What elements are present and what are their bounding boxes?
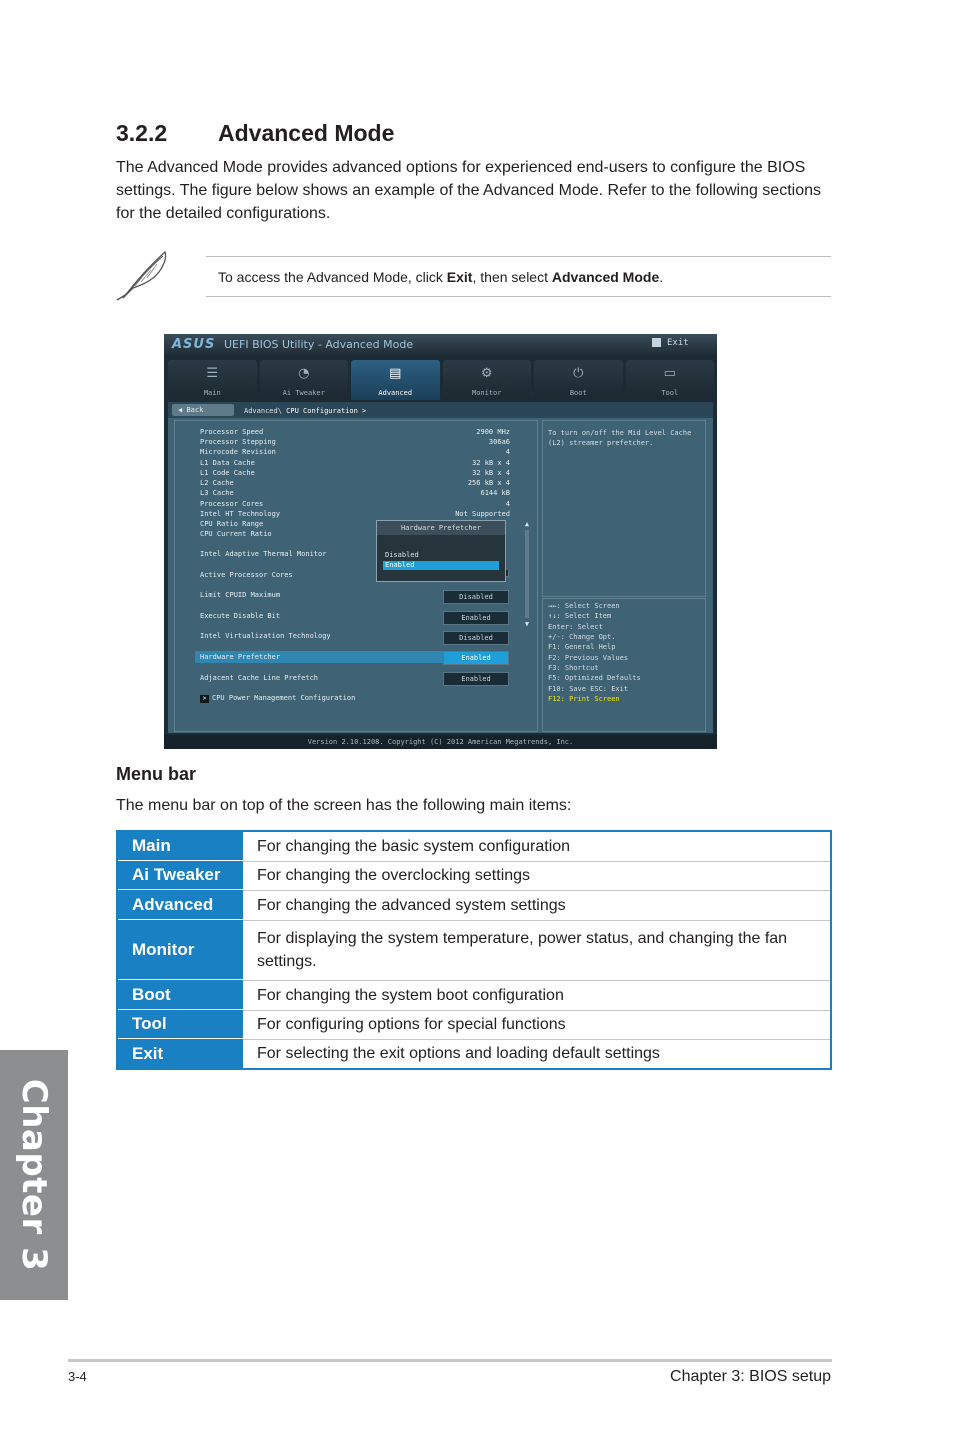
menu-item-description: For changing the system boot configuration — [257, 986, 564, 1004]
intro-paragraph: The Advanced Mode provides advanced options for experienced end-users to configure the BIOS settings. The figure below shows an example of the Advanced Mode. Refer to the following sections for the detailed configurations. — [116, 159, 821, 222]
note-advanced-mode-word: Advanced Mode — [551, 269, 660, 285]
table-row — [118, 861, 830, 891]
menu-item-name: Tool — [118, 1010, 243, 1039]
note-box — [206, 256, 831, 297]
bios-key-hint: F1: General Help — [548, 643, 616, 651]
printer-icon: ▭ — [663, 366, 676, 381]
bios-setting-value[interactable]: Disabled — [443, 631, 509, 645]
monitor-icon: ⚙ — [480, 366, 493, 381]
table-row — [118, 920, 830, 981]
feather-pen-icon — [113, 246, 173, 302]
bios-back-button[interactable]: ◀ Back — [172, 404, 234, 416]
advanced-icon: ▤ — [389, 366, 402, 381]
table-row — [118, 980, 830, 1011]
bios-info-row: Microcode Revision 4 — [200, 448, 510, 456]
section-title: Advanced Mode — [218, 120, 395, 146]
bios-tab-advanced[interactable]: ▤ Advanced — [351, 360, 440, 400]
bios-tab-monitor[interactable]: ⚙ Monitor — [443, 360, 532, 400]
note-exit-word: Exit — [446, 269, 473, 285]
bios-setting-row[interactable]: Limit CPUID Maximum — [200, 591, 281, 599]
bios-info-row: L2 Cache 256 kB x 4 — [200, 479, 510, 487]
menu-item-description: For changing the advanced system settings — [257, 896, 566, 914]
page-number: 3-4 — [68, 1369, 87, 1384]
bios-tab-tool[interactable]: ▭ Tool — [626, 360, 715, 400]
bios-submenu-item[interactable]: > CPU Power Management Configuration — [200, 692, 510, 704]
bios-tab-main[interactable]: ☰ Main — [168, 360, 257, 400]
bios-setting-row[interactable]: Active Processor Cores — [200, 571, 293, 579]
bios-key-hint-highlight: F12: Print Screen — [548, 695, 620, 703]
bios-setting-row-selected[interactable]: Hardware Prefetcher — [195, 651, 446, 663]
asus-logo: ASUS — [172, 337, 216, 352]
bios-info-row: Processor Cores 4 — [200, 500, 510, 508]
bios-tab-ai-tweaker[interactable]: ◔ Ai Tweaker — [260, 360, 349, 400]
bios-info-row: Intel HT Technology Not Supported — [200, 510, 510, 518]
gauge-icon: ◔ — [298, 366, 310, 381]
bios-info-row: Processor Stepping 306a6 — [200, 438, 510, 446]
bios-footer: Version 2.10.1208. Copyright (C) 2012 American Megatrends, Inc. — [164, 735, 717, 749]
note-text: To access the Advanced Mode, click Exit, then select Advanced Mode. — [218, 269, 664, 285]
bios-setting-value[interactable]: Disabled — [443, 590, 509, 604]
bios-tab-boot[interactable]: ⏻ Boot — [534, 360, 623, 400]
menu-bar-heading: Menu bar — [116, 764, 197, 784]
bios-info-row: L1 Code Cache 32 kB x 4 — [200, 469, 510, 477]
bios-scrollbar[interactable] — [522, 520, 532, 630]
bios-setting-row[interactable]: Execute Disable Bit — [200, 612, 281, 620]
menu-item-description: For changing the basic system configuration — [257, 838, 571, 855]
scroll-up-arrow-icon[interactable]: ▲ — [524, 520, 530, 528]
bios-key-hint: +/-: Change Opt. — [548, 633, 616, 641]
table-row — [118, 1010, 830, 1040]
menu-item-description: For changing the overclocking settings — [257, 867, 531, 884]
bios-tab-bar — [168, 360, 714, 400]
bios-info-row: Processor Speed 2900 MHz — [200, 428, 510, 436]
bios-setting-value-selected[interactable]: Enabled — [443, 651, 509, 665]
bios-key-hint: ↑↓: Select Item — [548, 612, 612, 620]
bios-option-popup — [376, 520, 506, 582]
bios-title: UEFI BIOS Utility - Advanced Mode — [224, 338, 414, 351]
bios-key-hint: →←: Select Screen — [548, 602, 620, 610]
bios-screenshot — [164, 334, 717, 749]
table-row — [118, 890, 830, 921]
bios-info-row: L1 Data Cache 32 kB x 4 — [200, 459, 510, 467]
bios-help-text: To turn on/off the Mid Level Cache (L2) streamer prefetcher. — [548, 429, 692, 447]
table-row — [118, 832, 830, 862]
chapter-side-tab — [0, 1050, 68, 1300]
chapter-side-tab-label: Chapter 3 — [14, 1078, 54, 1272]
menu-item-name: Main — [118, 832, 243, 861]
bios-setting-row[interactable]: Adjacent Cache Line Prefetch — [200, 674, 319, 682]
bios-setting-row[interactable]: Intel Adaptive Thermal Monitor — [200, 550, 327, 558]
bios-info-row: CPU Ratio Range — [200, 520, 264, 528]
menu-item-name: Ai Tweaker — [118, 861, 243, 890]
bios-popup-option-selected[interactable]: Enabled — [383, 561, 499, 570]
list-icon: ☰ — [206, 366, 219, 381]
bios-popup-title: Hardware Prefetcher — [377, 521, 505, 535]
menu-bar-description: The menu bar on top of the screen has the following main items: — [116, 797, 572, 814]
menu-bar-table — [116, 830, 832, 1070]
bios-key-hint: F5: Optimized Defaults — [548, 674, 641, 682]
bios-info-row: CPU Current Ratio — [200, 530, 272, 538]
bios-key-hint: Enter: Select — [548, 623, 603, 631]
menu-item-description: For configuring options for special functions — [257, 1016, 566, 1033]
table-row — [118, 1039, 830, 1068]
bios-key-hint: F10: Save ESC: Exit — [548, 685, 629, 693]
submenu-arrow-icon: > — [200, 695, 209, 703]
menu-item-description: For selecting the exit options and loading default settings — [257, 1045, 660, 1062]
menu-item-description: For displaying the system temperature, power status, and changing the fan settings. — [257, 930, 788, 970]
bios-popup-option[interactable]: Disabled — [385, 551, 419, 559]
scroll-track[interactable] — [525, 530, 529, 618]
back-arrow-icon: ◀ — [178, 406, 187, 414]
bios-key-hint: F2: Previous Values — [548, 654, 629, 662]
bios-exit-button[interactable]: Exit — [652, 338, 702, 352]
menu-item-name: Monitor — [118, 920, 243, 980]
bios-setting-row[interactable]: Intel Virtualization Technology — [200, 632, 331, 640]
footer-chapter-title: Chapter 3: BIOS setup — [670, 1368, 831, 1385]
bios-setting-value[interactable]: Enabled — [443, 672, 509, 686]
bios-info-row: L3 Cache 6144 kB — [200, 489, 510, 497]
footer-rule — [68, 1359, 832, 1362]
menu-item-name: Exit — [118, 1039, 243, 1068]
section-number: 3.2.2 — [116, 120, 168, 146]
bios-setting-value[interactable]: Enabled — [443, 611, 509, 625]
menu-item-name: Advanced — [118, 890, 243, 920]
exit-door-icon — [652, 338, 661, 347]
power-icon: ⏻ — [573, 366, 584, 381]
scroll-down-arrow-icon[interactable]: ▼ — [524, 620, 530, 628]
bios-breadcrumb: Advanced\ CPU Configuration > — [244, 407, 367, 415]
bios-key-hint: F3: Shortcut — [548, 664, 599, 672]
menu-item-name: Boot — [118, 980, 243, 1010]
